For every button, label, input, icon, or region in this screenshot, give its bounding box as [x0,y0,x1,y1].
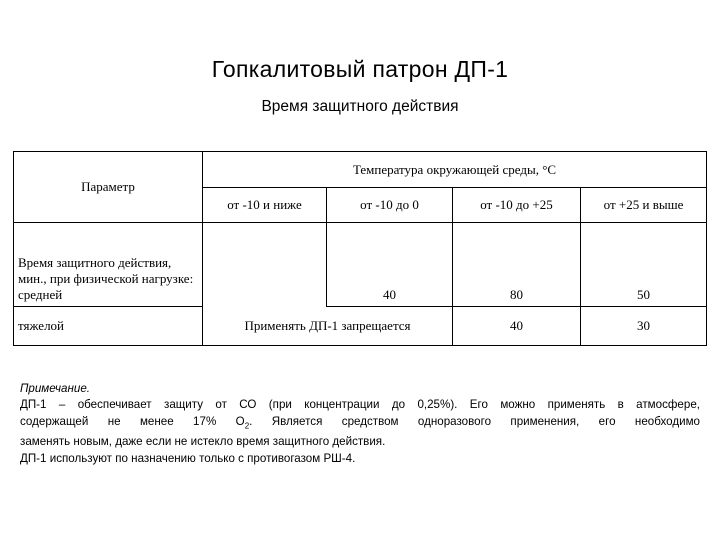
col-header-4 [581,188,707,223]
note-block [20,381,700,467]
table-header-row [14,152,707,188]
note-heading: Примечание. [20,382,90,395]
cell-value: 40 [510,318,523,333]
average-value-cell-1 [327,223,453,307]
param-header: Параметр [81,179,135,194]
param-header-cell [14,152,203,223]
note-line-1: ДП-1 – обеспечивает защиту от СО (при концентрации до 0,25%). Его можно применять в атмосфере, [20,398,700,412]
row-average-label: Время защитного действия, мин., при физической нагрузке: средней [18,255,194,302]
page-subtitle: Время защитного действия [261,98,459,115]
temp-header-cell [203,152,707,188]
cell-value: 30 [637,318,651,333]
note-line-2-pre: содержащей не менее 17% О [20,414,245,428]
heavy-value-cell-1 [453,307,581,346]
prohibited-text: Применять ДП-1 запрещается [244,318,411,333]
note-line-2-sub: 2 [244,420,250,430]
table-row-average [14,223,707,307]
cell-value: 50 [637,287,651,302]
col-header-3 [453,188,581,223]
average-value-cell-2 [453,223,581,307]
cell-value: 40 [383,287,396,302]
col-header-2 [327,188,453,223]
temp-header: Температура окружающей среды, °С [352,161,557,177]
col-header-text: от -10 до 0 [360,197,419,212]
row-heavy-label: тяжелой [18,318,65,333]
col-header-1 [203,188,327,223]
note-line-3: заменять новым, даже если не истекло время защитного действия. [20,435,386,449]
col-header-text: от -10 и ниже [227,197,302,212]
row-average-label-cell [14,223,203,307]
page-title: Гопкалитовый патрон ДП-1 [211,56,509,82]
table-row-heavy [14,307,707,346]
col-header-text: от +25 и выше [603,197,684,212]
note-line-2-post: . Является средством одноразового применения, его необходимо [249,414,700,428]
average-value-cell-3 [581,223,707,307]
heavy-value-cell-2 [581,307,707,346]
prohibited-cell [203,307,453,346]
protection-time-table [13,151,707,346]
note-line-2 [20,414,700,435]
empty-cell [203,223,327,307]
note-line-4: ДП-1 используют по назначению только с противогазом РШ-4. [20,451,356,465]
cell-value: 80 [510,287,523,302]
col-header-text: от -10 до +25 [480,197,553,212]
row-heavy-label-cell [14,307,203,346]
